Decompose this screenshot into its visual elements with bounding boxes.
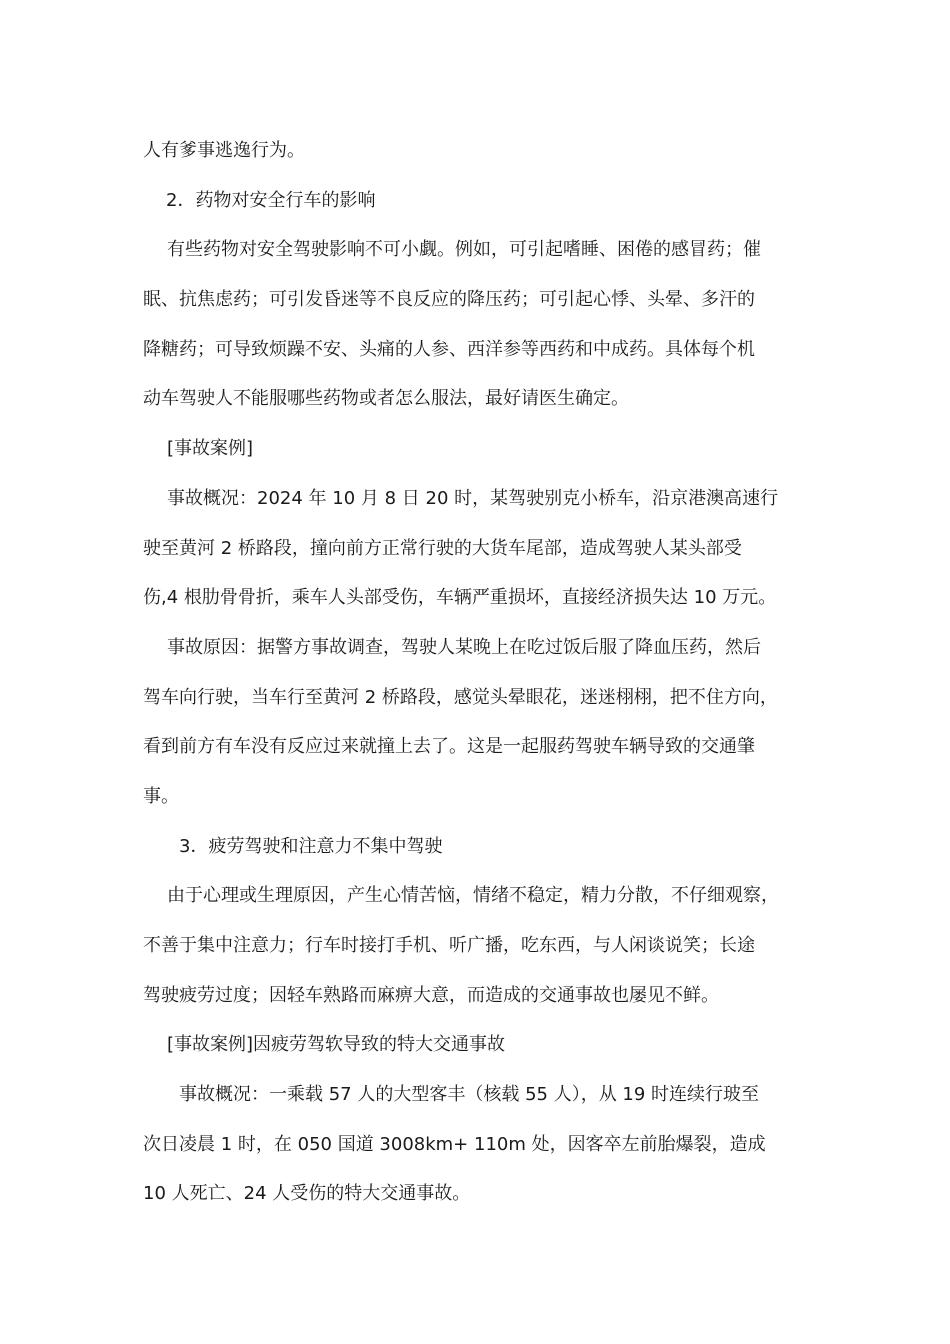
paragraph-line: 伤,4 根肋骨骨折，乘车人头部受伤，车辆严重损坏，直接经济损失达 10 万元。 (143, 587, 777, 609)
paragraph-line: 次日凌晨 1 时，在 050 国道 3008km+ 110m 处，因客卒左前胎爆裂，造成 (143, 1133, 766, 1155)
paragraph-line: 事。 (143, 785, 179, 807)
paragraph-line: 驾驶疲劳过度；因轻车熟路而麻痹大意，而造成的交通事故也屡见不鲜。 (143, 984, 719, 1006)
document-body (143, 131, 813, 1224)
paragraph-line: 10 人死亡、24 人受伤的特大交通事故。 (143, 1183, 471, 1205)
paragraph-line: 事故概况：2024 年 10 月 8 日 20 时，某驾驶别克小桥车，沿京港澳高速行 (167, 487, 779, 509)
paragraph-line: 驶至黄河 2 桥路段，撞向前方正常行驶的大货车尾部，造成驾驶人某头部受 (143, 537, 742, 559)
paragraph-line: 事故概况：一乘载 57 人的大型客丰（核载 55 人），从 19 时连续行玻至 (179, 1084, 760, 1106)
case-label: [事故案例] (167, 438, 254, 460)
paragraph-line: 事故原因：据警方事故调查，驾驶人某晚上在吃过饭后服了降血压药，然后 (167, 636, 761, 658)
paragraph-line: 看到前方有车没有反应过来就撞上去了。这是一起服药驾驶车辆导致的交通肇 (143, 736, 755, 758)
paragraph-line: 动车驾驶人不能服哪些药物或者怎么服法，最好请医生确定。 (143, 388, 629, 410)
paragraph-line: 由于心理或生理原因，产生心情苦恼，情绪不稳定，精力分散，不仔细观察， (167, 885, 779, 907)
case-label: [事故案例]因疲劳驾软导致的特大交通事故 (167, 1034, 506, 1056)
paragraph-line: 人有爹事逃逸行为。 (143, 140, 305, 161)
paragraph-line: 驾车向行驶，当车行至黄河 2 桥路段，感觉头晕眼花，迷迷栩栩，把不住方向， (143, 686, 778, 708)
paragraph-line: 有些药物对安全驾驶影响不可小觑。例如，可引起嗜睡、困倦的感冒药；催 (167, 239, 761, 261)
section-heading: 3．疲劳驾驶和注意力不集中驾驶 (179, 835, 443, 857)
paragraph-line: 降糖药；可导致烦躁不安、头痛的人参、西洋参等西药和中成药。具体每个机 (143, 338, 755, 360)
paragraph-line: 眠、抗焦虑药；可引发昏迷等不良反应的降压药；可引起心悸、头晕、多汗的 (143, 289, 755, 311)
paragraph-line: 不善于集中注意力；行车时接打手机、听广播，吃东西，与人闲谈说笑；长途 (143, 935, 755, 956)
section-heading: 2．药物对安全行车的影响 (166, 189, 376, 211)
